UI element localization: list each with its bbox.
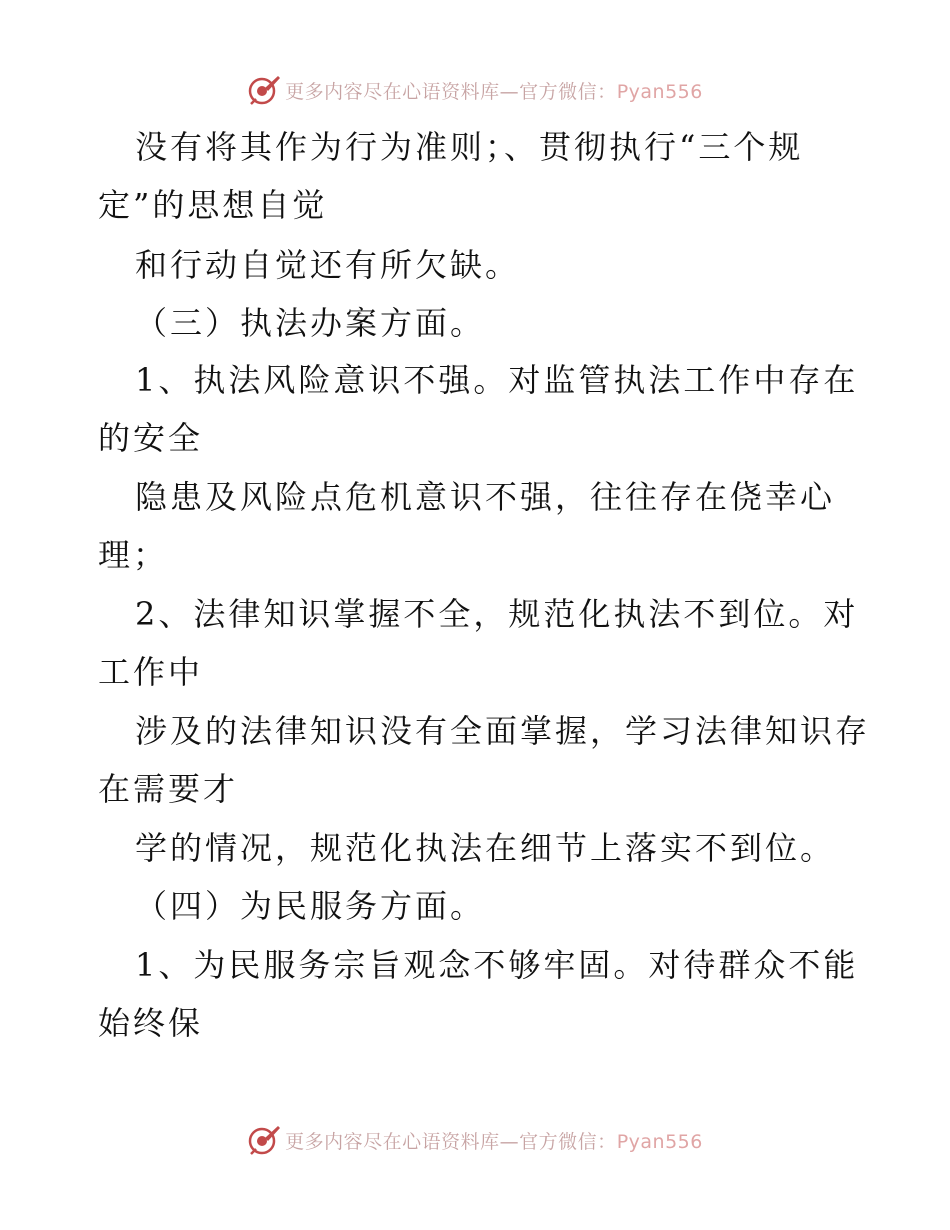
watermark-wechat-id: Pyan556 — [616, 1130, 703, 1153]
paragraph-line: 涉及的法律知识没有全面掌握，学习法律知识存 — [135, 712, 871, 750]
paragraph-line: 在需要才 — [98, 770, 239, 808]
red-pen-logo-icon — [247, 1123, 281, 1157]
watermark-brand: 更多内容尽在心语资料库 — [285, 80, 500, 103]
watermark-wechat-id: Pyan556 — [616, 80, 703, 103]
paragraph-line: 工作中 — [98, 653, 204, 691]
paragraph-line: 学的情况，规范化执法在细节上落实不到位。 — [135, 829, 836, 867]
watermark-separator: — — [499, 1130, 520, 1153]
paragraph-line: 理； — [98, 536, 169, 574]
paragraph-line: 的安全 — [98, 419, 204, 457]
footer-watermark — [0, 1120, 950, 1160]
paragraph-line: 2、法律知识掌握不全，规范化执法不到位。对 — [135, 595, 859, 633]
paragraph-line: 1、为民服务宗旨观念不够牢固。对待群众不能 — [135, 946, 859, 984]
paragraph-line: 1、执法风险意识不强。对监管执法工作中存在 — [135, 361, 859, 399]
paragraph-line: 隐患及风险点危机意识不强，往往存在侥幸心 — [135, 478, 836, 516]
paragraph-line: 始终保 — [98, 1004, 204, 1042]
watermark-text — [285, 1127, 703, 1154]
paragraph-line: 和行动自觉还有所欠缺。 — [135, 246, 521, 284]
section-heading: （三）执法办案方面。 — [135, 304, 486, 342]
paragraph-line: 定”的思想自觉 — [98, 186, 328, 224]
watermark-wechat-label: 官方微信： — [519, 80, 617, 103]
watermark-wechat-label: 官方微信： — [519, 1130, 617, 1153]
paragraph-line: 没有将其作为行为准则；、贯彻执行“三个规 — [135, 128, 804, 166]
watermark-brand: 更多内容尽在心语资料库 — [285, 1130, 500, 1153]
watermark-separator: — — [499, 80, 520, 103]
section-heading: （四）为民服务方面。 — [135, 887, 486, 925]
